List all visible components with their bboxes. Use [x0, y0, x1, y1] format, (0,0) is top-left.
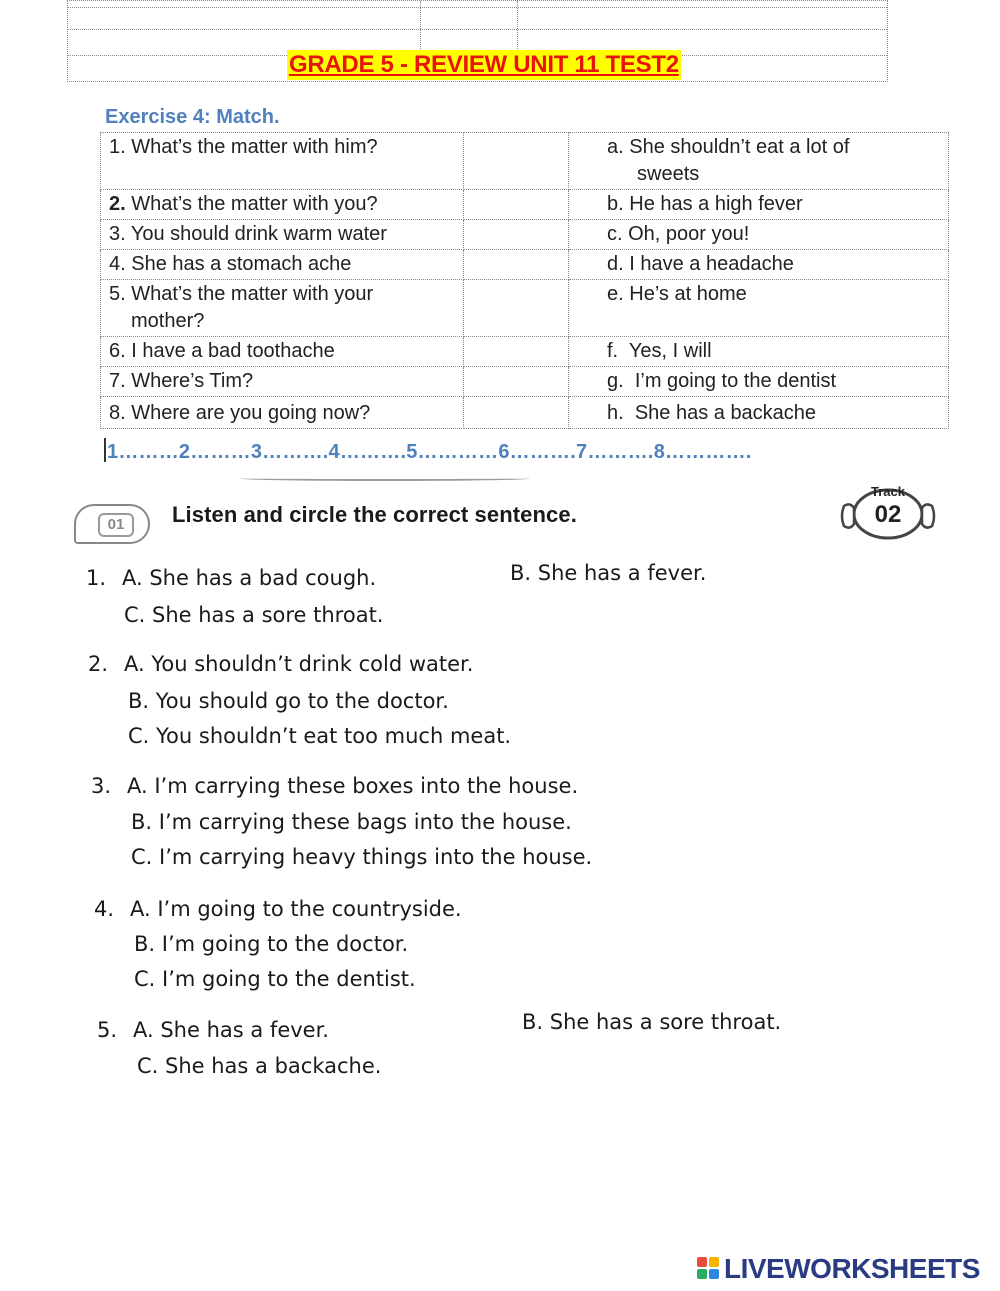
match-right-g: g. I’m going to the dentist: [569, 367, 949, 397]
question-2-a[interactable]: 2. A. You shouldn’t drink cold water.: [88, 652, 474, 676]
exercise-4-title: Exercise 4: Match.: [105, 106, 280, 128]
match-blank-2[interactable]: [464, 190, 569, 220]
page-title: GRADE 5 - REVIEW UNIT 11 TEST2: [289, 51, 679, 78]
match-blank-8[interactable]: [464, 397, 569, 429]
question-3-b[interactable]: B. I’m carrying these bags into the house.: [131, 810, 572, 834]
section-badge: [74, 504, 150, 544]
match-right-b: b. He has a high fever: [569, 190, 949, 220]
match-left-2: 2. What’s the matter with you?: [101, 190, 464, 220]
match-left-4: 4. She has a stomach ache: [101, 250, 464, 280]
question-5-c[interactable]: C. She has a backache.: [137, 1054, 382, 1078]
match-blank-1[interactable]: [464, 133, 569, 190]
question-1-b[interactable]: B. She has a fever.: [510, 561, 707, 585]
match-left-1: 1. What’s the matter with him?: [101, 133, 464, 190]
section-badge-number: 01: [98, 513, 134, 537]
match-right-f: f. Yes, I will: [569, 337, 949, 367]
match-left-7: 7. Where’s Tim?: [101, 367, 464, 397]
table-row: [101, 190, 949, 220]
match-right-e: e. He’s at home: [569, 280, 949, 337]
question-4-c[interactable]: C. I’m going to the dentist.: [134, 967, 416, 991]
table-row: [101, 280, 949, 337]
question-3-a[interactable]: 3. A. I’m carrying these boxes into the house.: [91, 774, 579, 798]
divider: [240, 476, 530, 481]
match-blank-3[interactable]: [464, 220, 569, 250]
table-row: [101, 250, 949, 280]
track-label: Track: [871, 484, 905, 499]
text-cursor: [104, 438, 106, 462]
table-row: [101, 337, 949, 367]
table-row: [101, 133, 949, 190]
match-table: [100, 132, 949, 429]
match-blank-6[interactable]: [464, 337, 569, 367]
match-blank-7[interactable]: [464, 367, 569, 397]
answer-line-text: 1………2………3……….4……….5…………6……….7……….8………….: [107, 441, 752, 463]
match-left-5: 5. What’s the matter with your mother?: [101, 280, 464, 337]
match-right-c: c. Oh, poor you!: [569, 220, 949, 250]
match-left-3: 3. You should drink warm water: [101, 220, 464, 250]
question-2-c[interactable]: C. You shouldn’t eat too much meat.: [128, 724, 512, 748]
track-badge: [838, 476, 938, 548]
question-4-a[interactable]: 4. A. I’m going to the countryside.: [94, 897, 462, 921]
headphones-icon: [838, 476, 938, 548]
listen-title: Listen and circle the correct sentence.: [172, 502, 577, 527]
question-1-c[interactable]: C. She has a sore throat.: [124, 603, 384, 627]
question-4-b[interactable]: B. I’m going to the doctor.: [134, 932, 409, 956]
logo-mark-icon: [697, 1257, 721, 1281]
question-1-a[interactable]: 1. A. She has a bad cough.: [86, 566, 377, 590]
match-right-a: a. She shouldn’t eat a lot of sweets: [569, 133, 949, 190]
table-row: [101, 397, 949, 429]
question-2-b[interactable]: B. You should go to the doctor.: [128, 689, 449, 713]
table-row: [101, 220, 949, 250]
match-blank-4[interactable]: [464, 250, 569, 280]
question-3-c[interactable]: C. I’m carrying heavy things into the house.: [131, 845, 593, 869]
track-number: 02: [874, 501, 902, 528]
match-right-d: d. I have a headache: [569, 250, 949, 280]
question-5-a[interactable]: 5. A. She has a fever.: [97, 1018, 329, 1042]
answer-line[interactable]: [104, 438, 752, 464]
match-blank-5[interactable]: [464, 280, 569, 337]
question-5-b[interactable]: B. She has a sore throat.: [522, 1010, 782, 1034]
table-row: [101, 367, 949, 397]
match-right-h: h. She has a backache: [569, 397, 949, 429]
match-left-6: 6. I have a bad toothache: [101, 337, 464, 367]
liveworksheets-logo: [697, 1253, 980, 1285]
logo-text: LIVEWORKSHEETS: [724, 1253, 980, 1284]
match-left-8: 8. Where are you going now?: [101, 397, 464, 429]
